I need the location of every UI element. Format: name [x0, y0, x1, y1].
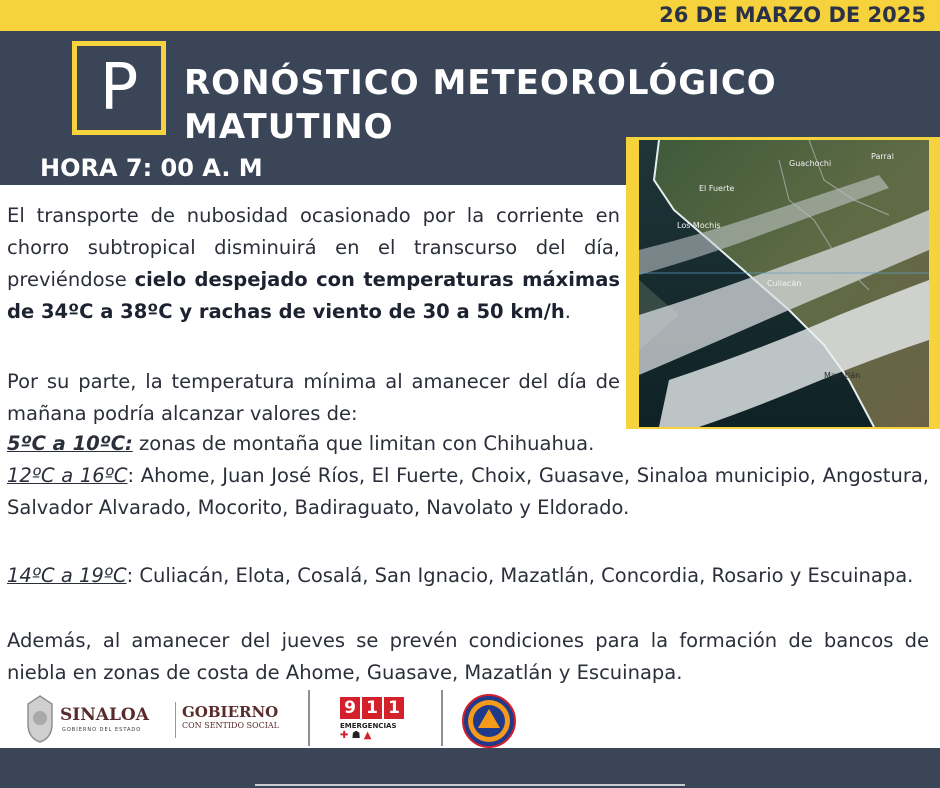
- sinaloa-wordmark: SINALOA: [60, 705, 149, 725]
- sat-label-culiacan: Culiacán: [767, 279, 802, 288]
- state-seal-icon: [24, 694, 56, 744]
- forecast-text-bold: cielo despejado con temperaturas máximas de 34ºC a 38ºC y rachas de viento de 30 a 50 km/h: [7, 268, 620, 323]
- forecast-text-end: .: [564, 300, 571, 323]
- digit-1: 1: [362, 697, 382, 719]
- sinaloa-logo: [24, 694, 174, 746]
- report-date: 26 DE MARZO DE 2025: [659, 3, 926, 27]
- footer-bar: [0, 748, 940, 788]
- digit-9: 9: [340, 697, 360, 719]
- title-initial-box: [72, 41, 166, 135]
- page-title: [184, 61, 777, 149]
- range-row-north: [7, 460, 929, 524]
- sat-label-el-fuerte: El Fuerte: [699, 184, 735, 193]
- logo-divider: [175, 702, 176, 738]
- range-value: 5ºC a 10ºC:: [7, 432, 133, 455]
- range-zones: zonas de montaña que limitan con Chihuahua.: [132, 432, 595, 455]
- range-value: 12ºC a 16ºC: [7, 464, 128, 487]
- sinaloa-subtitle: GOBIERNO DEL ESTADO: [62, 727, 142, 733]
- footer-line: [255, 784, 685, 786]
- civil-protection-logo: [462, 694, 516, 748]
- logo-separator: [308, 690, 310, 746]
- emergency-911-logo: [340, 697, 406, 747]
- range-row-south: [7, 560, 929, 592]
- emergency-number: [340, 697, 406, 719]
- fog-paragraph: Además, al amanecer del jueves se prevén condiciones para la formación de bancos de niebla en zonas de costa de Ahome, Guasave, Mazatlán y Escuinapa.: [7, 629, 929, 684]
- sat-label-los-mochis: Los Mochis: [677, 221, 721, 230]
- sat-label-guachochi: Guachochi: [789, 159, 832, 168]
- satellite-map-illustration: [639, 140, 929, 427]
- min-temp-intro: Por su parte, la temperatura mínima al amanecer del día de mañana podría alcanzar valores de:: [7, 370, 620, 425]
- title-line-1: RONÓSTICO METEOROLÓGICO: [184, 63, 777, 103]
- gobierno-wordmark: GOBIERNO: [182, 703, 279, 721]
- range-zones: : Ahome, Juan José Ríos, El Fuerte, Choix, Guasave, Sinaloa municipio, Angostura, Salvador Alvarado, Mocorito, Badiraguato, Navolato y Eldorado.: [7, 464, 929, 519]
- gobierno-logo: [182, 704, 302, 740]
- title-initial: P: [99, 51, 139, 125]
- logo-separator: [441, 690, 443, 746]
- forecast-paragraph: [7, 200, 620, 328]
- sat-label-parral: Parral: [871, 152, 894, 161]
- emergency-label: EMERGENCIAS: [340, 722, 397, 730]
- satellite-image: [639, 140, 929, 427]
- digit-1b: 1: [384, 697, 404, 719]
- civil-protection-emblem-icon: [462, 694, 516, 748]
- range-zones: : Culiacán, Elota, Cosalá, San Ignacio, Mazatlán, Concordia, Rosario y Escuinapa.: [126, 564, 914, 587]
- sat-label-mazatlan: Mazatlán: [824, 371, 861, 380]
- forecast-text-a: El transporte de nubosidad ocasionado por la corriente en chorro subtropical disminuirá en el transcurso del día, previéndose: [7, 204, 620, 291]
- emergency-icons: ✚ ☗ ▲: [340, 730, 372, 741]
- report-hour: HORA 7: 00 A. M: [40, 154, 263, 182]
- range-value: 14ºC a 19ºC: [7, 564, 127, 587]
- range-row-mountain: [7, 428, 929, 460]
- title-line-2: MATUTINO: [184, 107, 394, 147]
- gobierno-subtitle: CON SENTIDO SOCIAL: [182, 721, 279, 730]
- date-bar: [0, 0, 940, 31]
